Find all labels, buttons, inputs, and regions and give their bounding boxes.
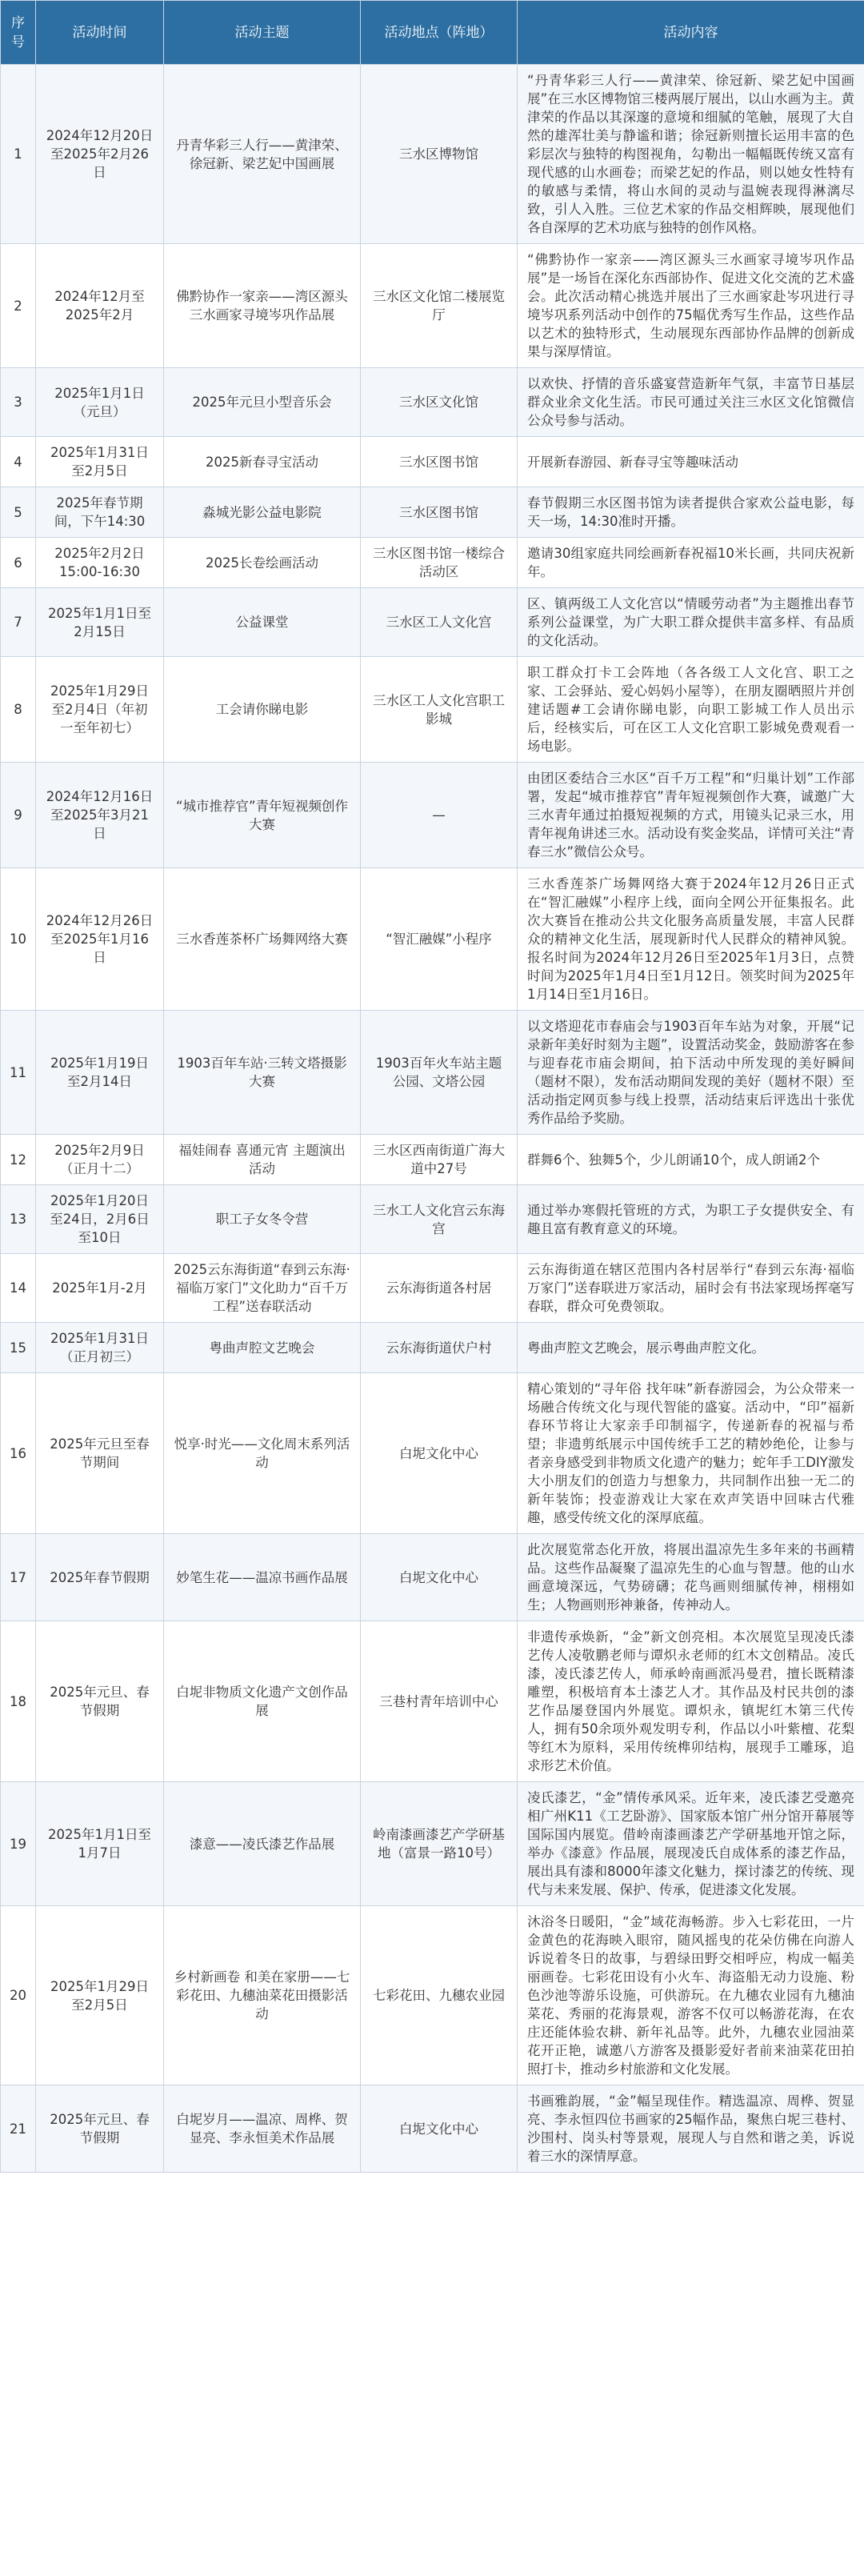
cell-no: 19: [1, 1782, 36, 1906]
header-row: [1, 1, 864, 65]
table-body: [1, 65, 864, 2173]
cell-theme: 白坭非物质文化遗产文创作品展: [164, 1621, 361, 1782]
cell-time: 2025年2月2日15:00-16:30: [36, 538, 164, 588]
table-row: [1, 2085, 864, 2173]
cell-content: 开展新春游园、新春寻宝等趣味活动: [518, 437, 864, 487]
table-row: [1, 1373, 864, 1534]
cell-no: 3: [1, 368, 36, 437]
cell-place: 白坭文化中心: [361, 2085, 518, 2173]
header-no: 序号: [1, 1, 36, 65]
cell-content: 粤曲声腔文艺晚会，展示粤曲声腔文化。: [518, 1323, 864, 1373]
cell-time: 2025年1月31日至2月5日: [36, 437, 164, 487]
cell-content: 职工群众打卡工会阵地（各各级工人文化宫、职工之家、工会驿站、爱心妈妈小屋等），在朋友圈晒照片并创建话题#工会请你睇电影，向职工影城工作人员出示后，经核实后，可在区工人文化宫职工影城免费观看一场电影。: [518, 657, 864, 763]
cell-content: 以文塔迎花市春庙会与1903百年车站为对象，开展“记录新年美好时刻为主题”，设置活动奖金，鼓励游客在参与迎春花市庙会期间，拍下活动中所发现的美好瞬间（题材不限），发布活动期间发现的美好（题材不限）至活动指定网页参与线上投票，活动结束后评选出十张优秀作品给予奖励。: [518, 1011, 864, 1135]
cell-no: 17: [1, 1534, 36, 1621]
cell-no: 6: [1, 538, 36, 588]
cell-content: 通过举办寒假托管班的方式，为职工子女提供安全、有趣且富有教育意义的环境。: [518, 1185, 864, 1254]
cell-theme: 福娃闹春 喜通元宵 主题演出活动: [164, 1135, 361, 1185]
table-row: [1, 437, 864, 487]
cell-time: 2025年元旦、春节假期: [36, 1621, 164, 1782]
cell-time: 2025年1月29日至2月4日（年初一至年初七）: [36, 657, 164, 763]
cell-theme: 2025云东海街道“春到云东海·福临万家门”文化助力“百千万工程”送春联活动: [164, 1254, 361, 1323]
table-row: [1, 1621, 864, 1782]
cell-time: 2025年春节假期: [36, 1534, 164, 1621]
cell-no: 12: [1, 1135, 36, 1185]
cell-place: 三水区工人文化宫: [361, 588, 518, 657]
cell-theme: 2025新春寻宝活动: [164, 437, 361, 487]
cell-theme: 2025长卷绘画活动: [164, 538, 361, 588]
table-row: [1, 657, 864, 763]
cell-theme: 悦享·时光——文化周末系列活动: [164, 1373, 361, 1534]
cell-no: 2: [1, 244, 36, 368]
cell-theme: 漆意——凌氏漆艺作品展: [164, 1782, 361, 1906]
cell-place: 岭南漆画漆艺产学研基地（富景一路10号）: [361, 1782, 518, 1906]
cell-time: 2025年1月29日至2月5日: [36, 1906, 164, 2085]
cell-no: 8: [1, 657, 36, 763]
table-row: [1, 368, 864, 437]
table-row: [1, 1534, 864, 1621]
cell-place: 云东海街道伏户村: [361, 1323, 518, 1373]
cell-no: 13: [1, 1185, 36, 1254]
cell-place: 云东海街道各村居: [361, 1254, 518, 1323]
cell-theme: 职工子女冬令营: [164, 1185, 361, 1254]
cell-theme: 丹青华彩三人行——黄津荣、徐冠新、梁艺妃中国画展: [164, 65, 361, 244]
cell-content: “丹青华彩三人行——黄津荣、徐冠新、梁艺妃中国画展”在三水区博物馆三楼两展厅展出，以山水画为主。黄津荣的作品以其深邃的意境和细腻的笔触，展现了大自然的雄浑壮美与静谧和谐；徐冠新则擅长运用丰富的色彩层次与独特的构图视角，勾勒出一幅幅既传统又富有现代感的山水画卷；而梁艺妃的作品，则以她女性特有的敏感与柔情，将山水间的灵动与温婉表现得淋漓尽致，引人入胜。三位艺术家的作品交相辉映，展现他们各自深厚的艺术功底与独特的创作风格。: [518, 65, 864, 244]
cell-no: 20: [1, 1906, 36, 2085]
cell-content: 云东海街道在辖区范围内各村居举行“春到云东海·福临万家门”送春联进万家活动，届时会有书法家现场挥毫写春联，群众可免费领取。: [518, 1254, 864, 1323]
cell-place: —: [361, 763, 518, 868]
cell-no: 14: [1, 1254, 36, 1323]
cell-content: 春节假期三水区图书馆为读者提供合家欢公益电影，每天一场，14:30准时开播。: [518, 487, 864, 538]
cell-content: 三水香莲茶广场舞网络大赛于2024年12月26日正式在“智汇融媒”小程序上线，面向全网公开征集报名。此次大赛旨在推动公共文化服务高质量发展，丰富人民群众的精神文化生活，展现新时代人民群众的精神风貌。报名时间为2024年12月26日至2025年1月3日，点赞时间为2025年1月4日至1月12日。领奖时间为2025年1月14日至1月16日。: [518, 868, 864, 1011]
cell-theme: 粤曲声腔文艺晚会: [164, 1323, 361, 1373]
cell-time: 2025年1月-2月: [36, 1254, 164, 1323]
cell-no: 9: [1, 763, 36, 868]
cell-content: 以欢快、抒情的音乐盛宴营造新年气氛，丰富节日基层群众业余文化生活。市民可通过关注三水区文化馆微信公众号参与活动。: [518, 368, 864, 437]
cell-theme: 公益课堂: [164, 588, 361, 657]
cell-no: 10: [1, 868, 36, 1011]
cell-time: 2025年春节期间，下午14:30: [36, 487, 164, 538]
table-row: [1, 1782, 864, 1906]
table-row: [1, 1011, 864, 1135]
cell-place: 三水区图书馆一楼综合活动区: [361, 538, 518, 588]
cell-theme: “城市推荐官”青年短视频创作大赛: [164, 763, 361, 868]
table-row: [1, 1185, 864, 1254]
cell-time: 2025年1月1日（元旦）: [36, 368, 164, 437]
cell-time: 2025年1月20日至24日，2月6日至10日: [36, 1185, 164, 1254]
cell-no: 11: [1, 1011, 36, 1135]
table-row: [1, 1135, 864, 1185]
header-content: 活动内容: [518, 1, 864, 65]
cell-no: 21: [1, 2085, 36, 2173]
cell-place: 三水区图书馆: [361, 487, 518, 538]
cell-time: 2024年12月16日至2025年3月21日: [36, 763, 164, 868]
cell-place: 三水区工人文化宫职工影城: [361, 657, 518, 763]
cell-content: 凌氏漆艺，“金”情传承风采。近年来，凌氏漆艺受邀亮相广州K11《工艺卧游》、国家版本馆广州分馆开幕展等国际国内展览。借岭南漆画漆艺产学研基地开馆之际，举办《漆意》作品展，展现凌氏自成体系的漆艺作品，展出具有漆和8000年漆文化魅力，探讨漆艺的传统、现代与未来发展、保护、传承，促进漆文化发展。: [518, 1782, 864, 1906]
table-row: [1, 487, 864, 538]
cell-place: 三水区西南街道广海大道中27号: [361, 1135, 518, 1185]
cell-time: 2025年元旦、春节假期: [36, 2085, 164, 2173]
cell-theme: 淼城光影公益电影院: [164, 487, 361, 538]
cell-time: 2024年12月至2025年2月: [36, 244, 164, 368]
cell-place: 三水区文化馆: [361, 368, 518, 437]
cell-content: 邀请30组家庭共同绘画新春祝福10米长画，共同庆祝新年。: [518, 538, 864, 588]
cell-place: 1903百年火车站主题公园、文塔公园: [361, 1011, 518, 1135]
table-row: [1, 65, 864, 244]
table-row: [1, 1906, 864, 2085]
cell-place: 七彩花田、九穗农业园: [361, 1906, 518, 2085]
cell-content: 由团区委结合三水区“百千万工程”和“归巢计划”工作部署，发起“城市推荐官”青年短视频创作大赛，诚邀广大三水青年通过拍摄短视频的方式，用镜头记录三水，用青年视角讲述三水。活动设有奖金奖品，详情可关注“青春三水”微信公众号。: [518, 763, 864, 868]
header-theme: 活动主题: [164, 1, 361, 65]
cell-content: 此次展览常态化开放，将展出温凉先生多年来的书画精品。这些作品凝聚了温凉先生的心血与智慧。他的山水画意境深远，气势磅礴；花鸟画则细腻传神，栩栩如生；人物画则形神兼备，传神动人。: [518, 1534, 864, 1621]
cell-place: “智汇融媒”小程序: [361, 868, 518, 1011]
cell-place: 三水区文化馆二楼展览厅: [361, 244, 518, 368]
table-row: [1, 588, 864, 657]
cell-time: 2025年元旦至春节期间: [36, 1373, 164, 1534]
cell-time: 2025年1月19日至2月14日: [36, 1011, 164, 1135]
table-header: [1, 1, 864, 65]
cell-theme: 白坭岁月——温凉、周桦、贺显亮、李永恒美术作品展: [164, 2085, 361, 2173]
header-time: 活动时间: [36, 1, 164, 65]
cell-theme: 三水香莲茶杯广场舞网络大赛: [164, 868, 361, 1011]
cell-place: 三水区图书馆: [361, 437, 518, 487]
table-row: [1, 1323, 864, 1373]
cell-no: 4: [1, 437, 36, 487]
cell-place: 三水区博物馆: [361, 65, 518, 244]
cell-content: “佛黔协作一家亲——湾区源头三水画家寻境岑巩作品展”是一场旨在深化东西部协作、促进文化交流的艺术盛会。此次活动精心挑选并展出了三水画家赴岑巩进行寻境岑巩系列活动中创作的75幅优秀写生作品，这些作品以艺术的独特形式，生动展现东西部协作品牌的创新成果与深厚情谊。: [518, 244, 864, 368]
cell-no: 18: [1, 1621, 36, 1782]
table-row: [1, 244, 864, 368]
cell-place: 白坭文化中心: [361, 1373, 518, 1534]
cell-time: 2025年1月1日至2月15日: [36, 588, 164, 657]
cell-no: 1: [1, 65, 36, 244]
cell-place: 三水工人文化宫云东海宫: [361, 1185, 518, 1254]
cell-content: 群舞6个、独舞5个，少儿朗诵10个，成人朗诵2个: [518, 1135, 864, 1185]
cell-theme: 1903百年车站·三转文塔摄影大赛: [164, 1011, 361, 1135]
cell-time: 2025年1月31日（正月初三）: [36, 1323, 164, 1373]
cell-no: 16: [1, 1373, 36, 1534]
cell-no: 5: [1, 487, 36, 538]
cell-time: 2024年12月20日至2025年2月26日: [36, 65, 164, 244]
table-row: [1, 868, 864, 1011]
header-place: 活动地点（阵地）: [361, 1, 518, 65]
cell-theme: 乡村新画卷 和美在家册——七彩花田、九穗油菜花田摄影活动: [164, 1906, 361, 2085]
cell-theme: 工会请你睇电影: [164, 657, 361, 763]
cell-content: 精心策划的“寻年俗 找年味”新春游园会，为公众带来一场融合传统文化与现代智能的盛宴。活动中，“印”福新春环节将让大家亲手印制福字，传递新春的祝福与希望；非遗剪纸展示中国传统手工艺的精妙绝伦，让参与者亲身感受到非物质文化遗产的魅力；蛇年手工DIY激发大小朋友们的创造力与想象力，共同制作出独一无二的新年装饰；投壶游戏让大家在欢声笑语中回味古代雅趣，感受传统文化的深厚底蕴。: [518, 1373, 864, 1534]
cell-theme: 佛黔协作一家亲——湾区源头三水画家寻境岑巩作品展: [164, 244, 361, 368]
cell-no: 15: [1, 1323, 36, 1373]
cell-time: 2025年1月1日至1月7日: [36, 1782, 164, 1906]
cell-no: 7: [1, 588, 36, 657]
cell-content: 书画雅韵展，“金”幅呈现佳作。精选温凉、周桦、贺显亮、李永恒四位书画家的25幅作品，聚焦白坭三巷村、沙围村、岗头村等景观，展现人与自然和谐之美，诉说着三水的深情厚意。: [518, 2085, 864, 2173]
cell-place: 白坭文化中心: [361, 1534, 518, 1621]
cell-theme: 妙笔生花——温凉书画作品展: [164, 1534, 361, 1621]
table-row: [1, 538, 864, 588]
table-row: [1, 763, 864, 868]
cell-time: 2025年2月9日（正月十二）: [36, 1135, 164, 1185]
cell-time: 2024年12月26日至2025年1月16日: [36, 868, 164, 1011]
table-row: [1, 1254, 864, 1323]
cell-content: 非遗传承焕新，“金”新文创亮相。本次展览呈现凌氏漆艺传人凌敬鹏老师与谭炽永老师的红木文创精品。凌氏漆，凌氏漆艺传人，师承岭南画派冯曼君，擅长既精漆雕塑，积极培育本土漆艺人才。其作品及村民共创的漆艺作品屡登国内外展览。谭炽永，镇坭红木第三代传人，拥有50余项外观发明专利，作品以小叶紫檀、花梨等红木为原料，采用传统榫卯结构，展现手工雕琢，追求形艺术价值。: [518, 1621, 864, 1782]
cell-content: 沐浴冬日暖阳，“金”域花海畅游。步入七彩花田，一片金黄色的花海映入眼帘，随风摇曳的花朵仿佛在向游人诉说着冬日的故事，与碧绿田野交相呼应，构成一幅美丽画卷。七彩花田设有小火车、海盗船无动力设施、粉色沙池等游乐设施，可供游玩。在九穗农业园有九穗油菜花、秀丽的花海景观，游客不仅可以畅游花海，在农庄还能体验农耕、新年礼品等。此外，九穗农业园油菜花开正艳，诚邀八方游客及摄影爱好者前来油菜花田拍照打卡，推动乡村旅游和文化发展。: [518, 1906, 864, 2085]
cell-theme: 2025年元旦小型音乐会: [164, 368, 361, 437]
cell-place: 三巷村青年培训中心: [361, 1621, 518, 1782]
cell-content: 区、镇两级工人文化宫以“情暖劳动者”为主题推出春节系列公益课堂，为广大职工群众提供丰富多样、有品质的文化活动。: [518, 588, 864, 657]
